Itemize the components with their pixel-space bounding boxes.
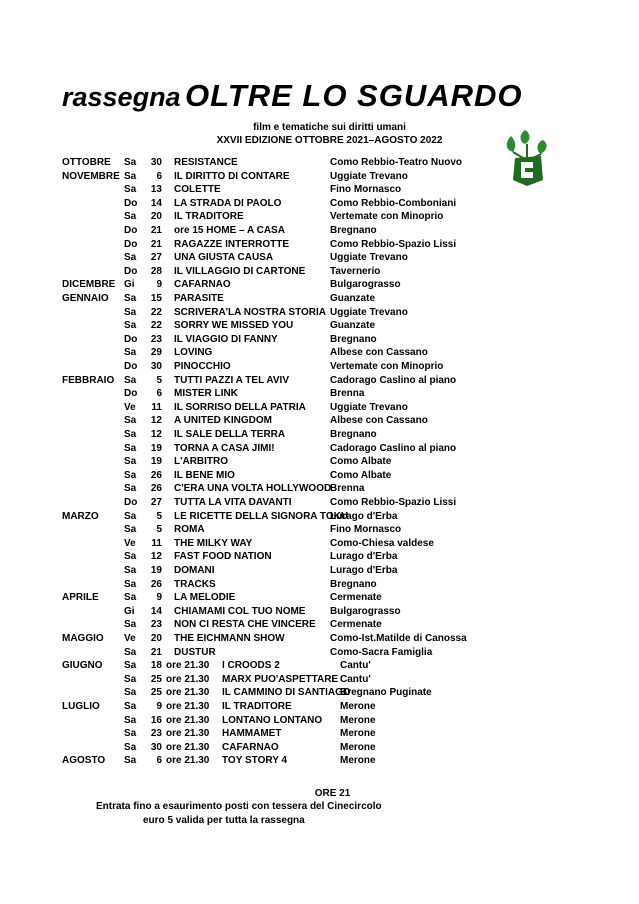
film-title: UNA GIUSTA CAUSA: [174, 252, 274, 264]
schedule-row: [0, 537, 639, 551]
weekday-label: Sa: [124, 524, 137, 536]
film-title: LE RICETTE DELLA SIGNORA TOKU: [174, 510, 349, 522]
month-label: DICEMBRE: [62, 279, 116, 291]
schedule-row: [0, 686, 639, 700]
weekday-label: Sa: [124, 469, 137, 481]
schedule-row: [0, 387, 639, 401]
schedule-row: [0, 496, 639, 510]
venue-name: Lurago d'Erba: [330, 510, 398, 522]
day-number: 27: [150, 252, 162, 264]
schedule-row: [0, 455, 639, 469]
film-title: IL VIAGGIO DI FANNY: [174, 333, 278, 345]
film-title: IL SALE DELLA TERRA: [174, 429, 286, 440]
venue-name: Cadorago Caslino al piano: [330, 374, 457, 386]
weekday-label: Sa: [124, 320, 137, 332]
weekday-label: Sa: [124, 211, 137, 223]
film-title: TUTTA LA VITA DAVANTI: [174, 497, 292, 508]
venue-name: Lurago d'Erba: [330, 551, 398, 563]
venue-name: Bulgarograsso: [330, 605, 401, 617]
venue-name: Merone: [340, 714, 376, 726]
weekday-label: Sa: [124, 619, 137, 631]
schedule-row: [0, 319, 639, 333]
schedule-row: [0, 292, 639, 306]
venue-name: Bregnano: [330, 333, 377, 345]
venue-name: Como Albate: [330, 469, 392, 481]
weekday-label: Sa: [124, 293, 137, 304]
venue-name: Bregnano: [330, 225, 377, 236]
schedule-row: [0, 550, 639, 564]
day-number: 21: [150, 225, 162, 236]
weekday-label: Gi: [124, 279, 135, 291]
weekday-label: Sa: [124, 415, 137, 427]
film-title: RESISTANCE: [174, 157, 238, 168]
venue-name: Fino Mornasco: [330, 524, 402, 536]
film-title: IL SORRISO DELLA PATRIA: [174, 401, 306, 413]
price-note: euro 5 valida per tutta la rassegna: [143, 815, 305, 826]
month-label: MAGGIO: [62, 633, 104, 644]
schedule-row: [0, 183, 639, 197]
day-number: 21: [150, 646, 162, 658]
venue-name: Uggiate Trevano: [330, 306, 408, 318]
film-title: IL TRADITORE: [174, 211, 244, 223]
day-number: 21: [150, 238, 162, 250]
entry-note: Entrata fino a esaurimento posti con tessera del Cinecircolo: [96, 801, 382, 812]
schedule-row: [0, 673, 639, 687]
venue-name: Bulgarograsso: [330, 279, 401, 291]
day-number: 6: [156, 388, 162, 400]
weekday-label: Ve: [124, 633, 136, 644]
film-title: IL CAMMINO DI SANTIAGO: [222, 687, 351, 699]
month-label: OTTOBRE: [62, 157, 111, 168]
schedule-row: [0, 414, 639, 428]
weekday-label: Sa: [124, 429, 137, 440]
weekday-label: Sa: [124, 714, 137, 726]
schedule-row: [0, 523, 639, 537]
venue-name: Como-Ist.Matilde di Canossa: [330, 633, 467, 644]
film-title: FAST FOOD NATION: [174, 551, 272, 563]
film-title: MISTER LINK: [174, 388, 238, 400]
weekday-label: Sa: [124, 442, 137, 454]
weekday-label: Sa: [124, 673, 137, 685]
show-time: ore 21.30: [166, 741, 210, 753]
venue-name: Como Rebbio-Spazio Lissi: [330, 497, 457, 508]
schedule-row: [0, 170, 639, 184]
day-number: 19: [150, 456, 162, 468]
venue-name: Bregnano: [330, 578, 377, 590]
show-time: ore 21.30: [166, 660, 210, 672]
title-main: OLTRE LO SGUARDO: [185, 78, 523, 113]
schedule-row: [0, 578, 639, 592]
day-number: 9: [156, 279, 162, 291]
poster-title: [62, 78, 582, 114]
day-number: 5: [156, 510, 162, 522]
weekday-label: Sa: [124, 184, 137, 196]
day-number: 18: [150, 660, 162, 672]
schedule-row: [0, 265, 639, 279]
schedule-row: [0, 727, 639, 741]
schedule-row: [0, 659, 639, 673]
day-number: 27: [150, 497, 162, 508]
show-time: ore 21.30: [166, 714, 210, 726]
schedule-row: [0, 632, 639, 646]
title-prefix: rassegna: [62, 82, 181, 112]
day-number: 26: [150, 483, 162, 495]
film-title: NON CI RESTA CHE VINCERE: [174, 619, 316, 631]
weekday-label: Sa: [124, 565, 137, 576]
film-title: CHIAMAMI COL TUO NOME: [174, 605, 306, 617]
weekday-label: Sa: [124, 551, 137, 563]
film-title: RAGAZZE INTERROTTE: [174, 238, 289, 250]
film-title: C'ERA UNA VOLTA HOLLYWOOD: [174, 483, 332, 495]
month-label: GIUGNO: [62, 660, 103, 672]
venue-name: Guanzate: [330, 293, 376, 304]
film-title: COLETTE: [174, 184, 221, 196]
schedule-row: [0, 741, 639, 755]
venue-name: Bregnano Puginate: [340, 687, 432, 699]
film-title: ROMA: [174, 524, 205, 536]
weekday-label: Do: [124, 333, 138, 345]
schedule-row: [0, 224, 639, 238]
day-number: 20: [150, 211, 162, 223]
venue-name: Albese con Cassano: [330, 347, 428, 359]
venue-name: Como Rebbio-Spazio Lissi: [330, 238, 457, 250]
film-title: TOY STORY 4: [222, 755, 288, 767]
venue-name: Bregnano: [330, 429, 377, 440]
film-title: DOMANI: [174, 565, 215, 576]
film-title: PARASITE: [174, 293, 224, 304]
day-number: 26: [150, 578, 162, 590]
day-number: 30: [150, 361, 162, 372]
show-time: ore 21.30: [166, 728, 210, 740]
film-title: TUTTI PAZZI A TEL AVIV: [174, 374, 289, 386]
venue-name: Merone: [340, 741, 376, 753]
show-time: ore 21.30: [166, 687, 210, 699]
venue-name: Merone: [340, 755, 376, 767]
day-number: 14: [150, 605, 162, 617]
weekday-label: Sa: [124, 741, 137, 753]
film-title: THE EICHMANN SHOW: [174, 633, 285, 644]
schedule-row: [0, 346, 639, 360]
schedule-row: [0, 333, 639, 347]
day-number: 26: [150, 469, 162, 481]
weekday-label: Sa: [124, 660, 137, 672]
film-title: CAFARNAO: [222, 741, 279, 753]
day-number: 9: [156, 592, 162, 604]
weekday-label: Sa: [124, 157, 137, 168]
weekday-label: Gi: [124, 605, 135, 617]
weekday-label: Do: [124, 388, 138, 400]
month-label: AGOSTO: [62, 755, 106, 767]
schedule-row: [0, 469, 639, 483]
day-number: 30: [150, 157, 162, 168]
venue-name: Cermenate: [330, 619, 382, 631]
day-number: 20: [150, 633, 162, 644]
day-number: 11: [151, 537, 162, 549]
schedule-row: [0, 251, 639, 265]
day-number: 19: [150, 442, 162, 454]
schedule-row: [0, 156, 639, 170]
film-title: LONTANO LONTANO: [222, 714, 323, 726]
day-number: 12: [150, 429, 162, 440]
weekday-label: Sa: [124, 510, 137, 522]
weekday-label: Sa: [124, 646, 137, 658]
month-label: NOVEMBRE: [62, 170, 120, 182]
day-number: 25: [150, 673, 162, 685]
schedule-row: [0, 482, 639, 496]
schedule-row: [0, 210, 639, 224]
venue-name: Como Albate: [330, 456, 392, 468]
day-number: 22: [150, 306, 162, 318]
film-title: THE MILKY WAY: [174, 537, 253, 549]
weekday-label: Sa: [124, 578, 137, 590]
venue-name: Tavernerio: [330, 265, 381, 277]
day-number: 11: [151, 401, 162, 413]
film-title: IL BENE MIO: [174, 469, 235, 481]
start-hour: ORE 21: [314, 788, 351, 799]
film-title: ore 15 HOME – A CASA: [174, 225, 285, 236]
schedule-row: [0, 510, 639, 524]
month-label: LUGLIO: [62, 701, 100, 712]
venue-name: Como-Chiesa valdese: [330, 537, 434, 549]
schedule-row: [0, 360, 639, 374]
film-title: IL DIRITTO DI CONTARE: [174, 170, 290, 182]
venue-name: Brenna: [330, 483, 365, 495]
day-number: 28: [150, 265, 162, 277]
film-title: LOVING: [174, 347, 213, 359]
weekday-label: Do: [124, 225, 138, 236]
film-title: LA MELODIE: [174, 592, 236, 604]
film-title: SCRIVERA'LA NOSTRA STORIA: [174, 306, 327, 318]
month-label: GENNAIO: [62, 293, 109, 304]
film-schedule: [0, 156, 639, 776]
day-number: 19: [150, 565, 162, 576]
venue-name: Merone: [340, 701, 376, 712]
film-title: TRACKS: [174, 578, 216, 590]
schedule-row: [0, 401, 639, 415]
weekday-label: Sa: [124, 170, 137, 182]
month-label: MARZO: [62, 510, 99, 522]
subtitle: film e tematiche sui diritti umani: [253, 122, 406, 133]
venue-name: Cermenate: [330, 592, 382, 604]
venue-name: Uggiate Trevano: [330, 252, 408, 264]
film-title: MARX PUO'ASPETTARE: [222, 673, 339, 685]
venue-name: Lurago d'Erba: [330, 565, 398, 576]
weekday-label: Do: [124, 197, 138, 209]
day-number: 9: [156, 701, 162, 712]
weekday-label: Do: [124, 497, 138, 508]
show-time: ore 21.30: [166, 673, 210, 685]
day-number: 16: [150, 714, 162, 726]
venue-name: Uggiate Trevano: [330, 401, 408, 413]
weekday-label: Sa: [124, 456, 137, 468]
edition-line: XXVII EDIZIONE OTTOBRE 2021–AGOSTO 2022: [216, 135, 443, 146]
schedule-row: [0, 605, 639, 619]
day-number: 23: [150, 333, 162, 345]
weekday-label: Sa: [124, 687, 137, 699]
film-title: I CROODS 2: [222, 660, 280, 672]
weekday-label: Do: [124, 361, 138, 372]
venue-name: Como-Sacra Famiglia: [330, 646, 433, 658]
weekday-label: Sa: [124, 701, 137, 712]
schedule-row: [0, 714, 639, 728]
schedule-row: [0, 197, 639, 211]
film-title: HAMMAMET: [222, 728, 282, 740]
venue-name: Cantu': [340, 660, 371, 672]
venue-name: Cantu': [340, 673, 371, 685]
venue-name: Uggiate Trevano: [330, 170, 408, 182]
month-label: FEBBRAIO: [62, 374, 115, 386]
day-number: 5: [156, 524, 162, 536]
weekday-label: Ve: [124, 537, 136, 549]
weekday-label: Sa: [124, 728, 137, 740]
schedule-row: [0, 754, 639, 768]
weekday-label: Do: [124, 238, 138, 250]
schedule-row: [0, 428, 639, 442]
venue-name: Cadorago Caslino al piano: [330, 442, 457, 454]
day-number: 15: [150, 293, 162, 304]
film-title: IL VILLAGGIO DI CARTONE: [174, 265, 306, 277]
day-number: 14: [150, 197, 162, 209]
film-title: PINOCCHIO: [174, 361, 231, 372]
day-number: 25: [150, 687, 162, 699]
schedule-row: [0, 591, 639, 605]
film-title: DUSTUR: [174, 646, 216, 658]
venue-name: Fino Mornasco: [330, 184, 402, 196]
weekday-label: Sa: [124, 592, 137, 604]
venue-name: Brenna: [330, 388, 365, 400]
schedule-row: [0, 374, 639, 388]
film-title: SORRY WE MISSED YOU: [174, 320, 294, 332]
day-number: 12: [150, 551, 162, 563]
show-time: ore 21.30: [166, 701, 210, 712]
show-time: ore 21.30: [166, 755, 210, 767]
venue-name: Vertemate con Minoprio: [330, 211, 444, 223]
schedule-row: [0, 278, 639, 292]
venue-name: Guanzate: [330, 320, 376, 332]
weekday-label: Sa: [124, 306, 137, 318]
film-title: A UNITED KINGDOM: [174, 415, 272, 427]
schedule-row: [0, 618, 639, 632]
film-title: CAFARNAO: [174, 279, 231, 291]
day-number: 23: [150, 619, 162, 631]
venue-name: Como Rebbio-Teatro Nuovo: [330, 157, 463, 168]
weekday-label: Do: [124, 265, 138, 277]
schedule-row: [0, 238, 639, 252]
month-label: APRILE: [62, 592, 99, 604]
venue-name: Albese con Cassano: [330, 415, 428, 427]
schedule-row: [0, 564, 639, 578]
day-number: 6: [156, 755, 162, 767]
venue-name: Merone: [340, 728, 376, 740]
schedule-row: [0, 442, 639, 456]
film-title: L'ARBITRO: [174, 456, 229, 468]
day-number: 12: [150, 415, 162, 427]
film-title: IL TRADITORE: [222, 701, 292, 712]
film-title: TORNA A CASA JIMI!: [174, 442, 275, 454]
day-number: 6: [156, 170, 162, 182]
schedule-row: [0, 646, 639, 660]
schedule-row: [0, 306, 639, 320]
film-title: LA STRADA DI PAOLO: [174, 197, 282, 209]
day-number: 5: [156, 374, 162, 386]
day-number: 30: [150, 741, 162, 753]
weekday-label: Sa: [124, 347, 137, 359]
weekday-label: Sa: [124, 252, 137, 264]
weekday-label: Ve: [124, 401, 136, 413]
day-number: 29: [150, 347, 162, 359]
day-number: 22: [150, 320, 162, 332]
weekday-label: Sa: [124, 483, 137, 495]
venue-name: Como Rebbio-Comboniani: [330, 197, 457, 209]
schedule-row: [0, 700, 639, 714]
day-number: 13: [150, 184, 162, 196]
day-number: 23: [150, 728, 162, 740]
weekday-label: Sa: [124, 374, 137, 386]
venue-name: Vertemate con Minoprio: [330, 361, 444, 372]
weekday-label: Sa: [124, 755, 137, 767]
